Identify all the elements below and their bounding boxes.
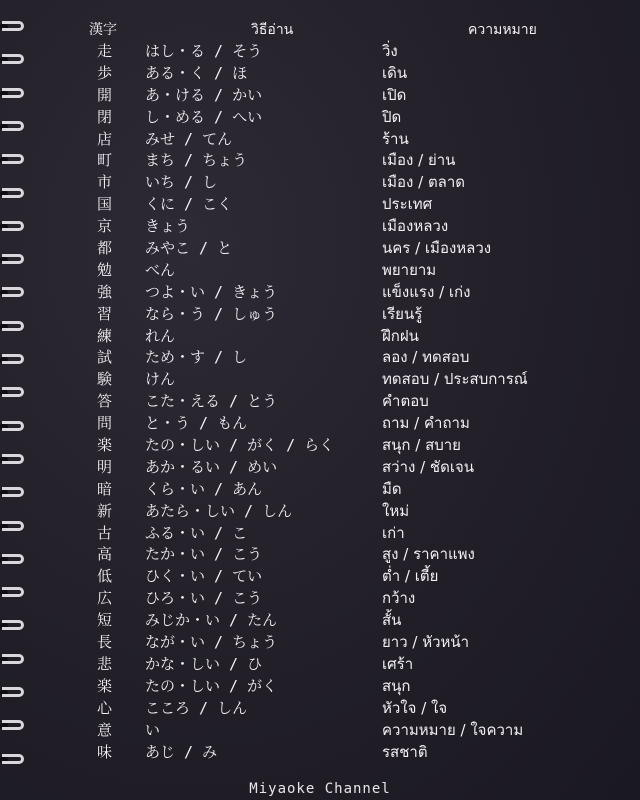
meaning-cell: เก่า xyxy=(382,523,405,542)
vocab-row xyxy=(0,238,640,260)
header-meaning: ความหมาย xyxy=(468,22,537,38)
meaning-cell: มืด xyxy=(382,479,402,498)
meaning-cell: รสชาติ xyxy=(382,742,428,761)
meaning-cell: นคร / เมืองหลวง xyxy=(382,239,492,258)
kanji-cell: 閉 xyxy=(97,107,113,126)
reading-cell: けん xyxy=(145,370,176,389)
reading-cell: きょう xyxy=(145,217,191,236)
kanji-cell: 店 xyxy=(97,129,113,148)
reading-cell: つよ・い / きょう xyxy=(145,282,278,301)
kanji-cell: 高 xyxy=(97,545,113,564)
kanji-cell: 長 xyxy=(97,633,113,652)
reading-cell: あたら・しい / しん xyxy=(145,501,293,520)
meaning-cell: สว่าง / ชัดเจน xyxy=(382,457,475,476)
meaning-cell: ต่ำ / เตี้ย xyxy=(382,567,439,586)
meaning-cell: สนุก / สบาย xyxy=(382,436,461,455)
reading-cell: たの・しい / がく / らく xyxy=(145,436,335,455)
vocab-row xyxy=(0,107,640,129)
meaning-cell: ทดสอบ / ประสบการณ์ xyxy=(382,370,528,389)
vocab-row xyxy=(0,457,640,479)
kanji-cell: 習 xyxy=(97,304,113,323)
kanji-cell: 都 xyxy=(97,239,113,258)
vocab-row xyxy=(0,720,640,742)
kanji-cell: 強 xyxy=(97,282,113,301)
kanji-cell: 勉 xyxy=(97,260,113,279)
meaning-cell: เมืองหลวง xyxy=(382,217,449,236)
reading-cell: ふる・い / こ xyxy=(145,523,248,542)
reading-cell: たの・しい / がく xyxy=(145,676,278,695)
vocab-row xyxy=(0,479,640,501)
meaning-cell: ยาว / หัวหน้า xyxy=(382,633,470,652)
vocab-row xyxy=(0,63,640,85)
kanji-cell: 開 xyxy=(97,85,113,104)
meaning-cell: สนุก xyxy=(382,676,411,695)
vocab-row xyxy=(0,369,640,391)
meaning-cell: ฝึกฝน xyxy=(382,326,419,345)
vocab-row xyxy=(0,282,640,304)
reading-cell: ひろ・い / こう xyxy=(145,589,263,608)
reading-cell: みやこ / と xyxy=(145,239,233,258)
meaning-cell: ใหม่ xyxy=(382,501,410,520)
reading-cell: れん xyxy=(145,326,176,345)
kanji-cell: 古 xyxy=(97,523,113,542)
meaning-cell: เปิด xyxy=(382,85,407,104)
kanji-cell: 市 xyxy=(97,173,113,192)
vocab-row xyxy=(0,172,640,194)
meaning-cell: ปิด xyxy=(382,107,402,126)
reading-cell: たか・い / こう xyxy=(145,545,263,564)
kanji-cell: 短 xyxy=(97,611,113,630)
meaning-cell: สูง / ราคาแพง xyxy=(382,545,475,564)
meaning-cell: กว้าง xyxy=(382,589,416,608)
vocab-row xyxy=(0,129,640,151)
header-reading: วิธีอ่าน xyxy=(251,22,294,38)
vocab-row xyxy=(0,413,640,435)
vocab-row xyxy=(0,742,640,764)
reading-cell: はし・る / そう xyxy=(145,42,263,60)
reading-cell: い xyxy=(145,720,161,739)
reading-cell: くら・い / あん xyxy=(145,479,263,498)
kanji-cell: 答 xyxy=(97,392,113,411)
meaning-cell: เดิน xyxy=(382,63,408,82)
vocab-row xyxy=(0,676,640,698)
vocab-row xyxy=(0,501,640,523)
vocab-row xyxy=(0,194,640,216)
reading-cell: みせ / てん xyxy=(145,129,233,148)
reading-cell: なら・う / しゅう xyxy=(145,304,278,323)
reading-cell: あか・るい / めい xyxy=(145,457,278,476)
reading-cell: ため・す / し xyxy=(145,348,248,367)
vocab-row xyxy=(0,588,640,610)
channel-name: Miyaoke Channel xyxy=(249,781,391,797)
meaning-cell: คำตอบ xyxy=(382,392,429,411)
reading-cell: ひく・い / てい xyxy=(145,567,263,586)
kanji-cell: 悲 xyxy=(97,654,113,673)
meaning-cell: เมือง / ตลาด xyxy=(382,173,466,192)
kanji-cell: 暗 xyxy=(97,479,113,498)
meaning-cell: ความหมาย / ใจความ xyxy=(382,720,524,739)
meaning-cell: เศร้า xyxy=(382,654,414,673)
meaning-cell: พยายาม xyxy=(382,260,437,279)
meaning-cell: แข็งแรง / เก่ง xyxy=(382,282,471,301)
kanji-cell: 試 xyxy=(97,348,113,367)
meaning-cell: ลอง / ทดสอบ xyxy=(382,348,470,367)
vocab-row xyxy=(0,326,640,348)
meaning-cell: เมือง / ย่าน xyxy=(382,151,456,170)
meaning-cell: หัวใจ / ใจ xyxy=(382,698,448,717)
kanji-cell: 低 xyxy=(97,567,113,586)
meaning-cell: ประเทศ xyxy=(382,195,433,214)
meaning-cell: ร้าน xyxy=(382,129,409,148)
reading-cell: べん xyxy=(145,260,176,279)
vocab-row xyxy=(0,610,640,632)
vocabulary-list xyxy=(0,41,640,763)
kanji-cell: 験 xyxy=(97,370,113,389)
reading-cell: あじ / み xyxy=(145,742,218,761)
reading-cell: なが・い / ちょう xyxy=(145,633,278,652)
kanji-cell: 明 xyxy=(97,457,113,476)
reading-cell: いち / し xyxy=(145,173,218,192)
vocab-row xyxy=(0,85,640,107)
vocab-row xyxy=(0,304,640,326)
reading-cell: ある・く / ほ xyxy=(145,63,248,82)
kanji-cell: 京 xyxy=(97,217,113,236)
reading-cell: と・う / もん xyxy=(145,414,248,433)
reading-cell: こた・える / とう xyxy=(145,392,278,411)
vocab-row xyxy=(0,566,640,588)
table-header xyxy=(0,19,640,41)
reading-cell: まち / ちょう xyxy=(145,151,248,170)
kanji-cell: 新 xyxy=(97,501,113,520)
meaning-cell: วิ่ง xyxy=(382,42,398,60)
kanji-cell: 走 xyxy=(97,42,113,60)
kanji-cell: 心 xyxy=(97,698,113,717)
meaning-cell: ถาม / คำถาม xyxy=(382,414,470,433)
kanji-cell: 意 xyxy=(97,720,113,739)
vocab-row xyxy=(0,216,640,238)
kanji-cell: 楽 xyxy=(97,676,113,695)
reading-cell: かな・しい / ひ xyxy=(145,654,263,673)
meaning-cell: เรียนรู้ xyxy=(382,304,423,323)
reading-cell: あ・ける / かい xyxy=(145,85,263,104)
header-kanji: 漢字 xyxy=(89,22,117,38)
kanji-cell: 国 xyxy=(97,195,113,214)
vocab-row xyxy=(0,260,640,282)
reading-cell: し・める / へい xyxy=(145,107,263,126)
vocab-row xyxy=(0,391,640,413)
vocab-row xyxy=(0,544,640,566)
meaning-cell: สั้น xyxy=(382,611,402,630)
vocab-row xyxy=(0,698,640,720)
vocab-row xyxy=(0,632,640,654)
kanji-cell: 練 xyxy=(97,326,113,345)
kanji-cell: 町 xyxy=(97,151,113,170)
reading-cell: みじか・い / たん xyxy=(145,611,278,630)
kanji-cell: 問 xyxy=(97,414,113,433)
vocab-row xyxy=(0,654,640,676)
kanji-cell: 楽 xyxy=(97,436,113,455)
reading-cell: くに / こく xyxy=(145,195,233,214)
vocab-row xyxy=(0,435,640,457)
kanji-cell: 広 xyxy=(97,589,113,608)
vocab-row xyxy=(0,41,640,63)
kanji-cell: 味 xyxy=(97,742,113,761)
reading-cell: こころ / しん xyxy=(145,698,248,717)
vocab-row xyxy=(0,523,640,545)
vocab-row xyxy=(0,347,640,369)
kanji-cell: 歩 xyxy=(97,63,113,82)
vocab-row xyxy=(0,150,640,172)
